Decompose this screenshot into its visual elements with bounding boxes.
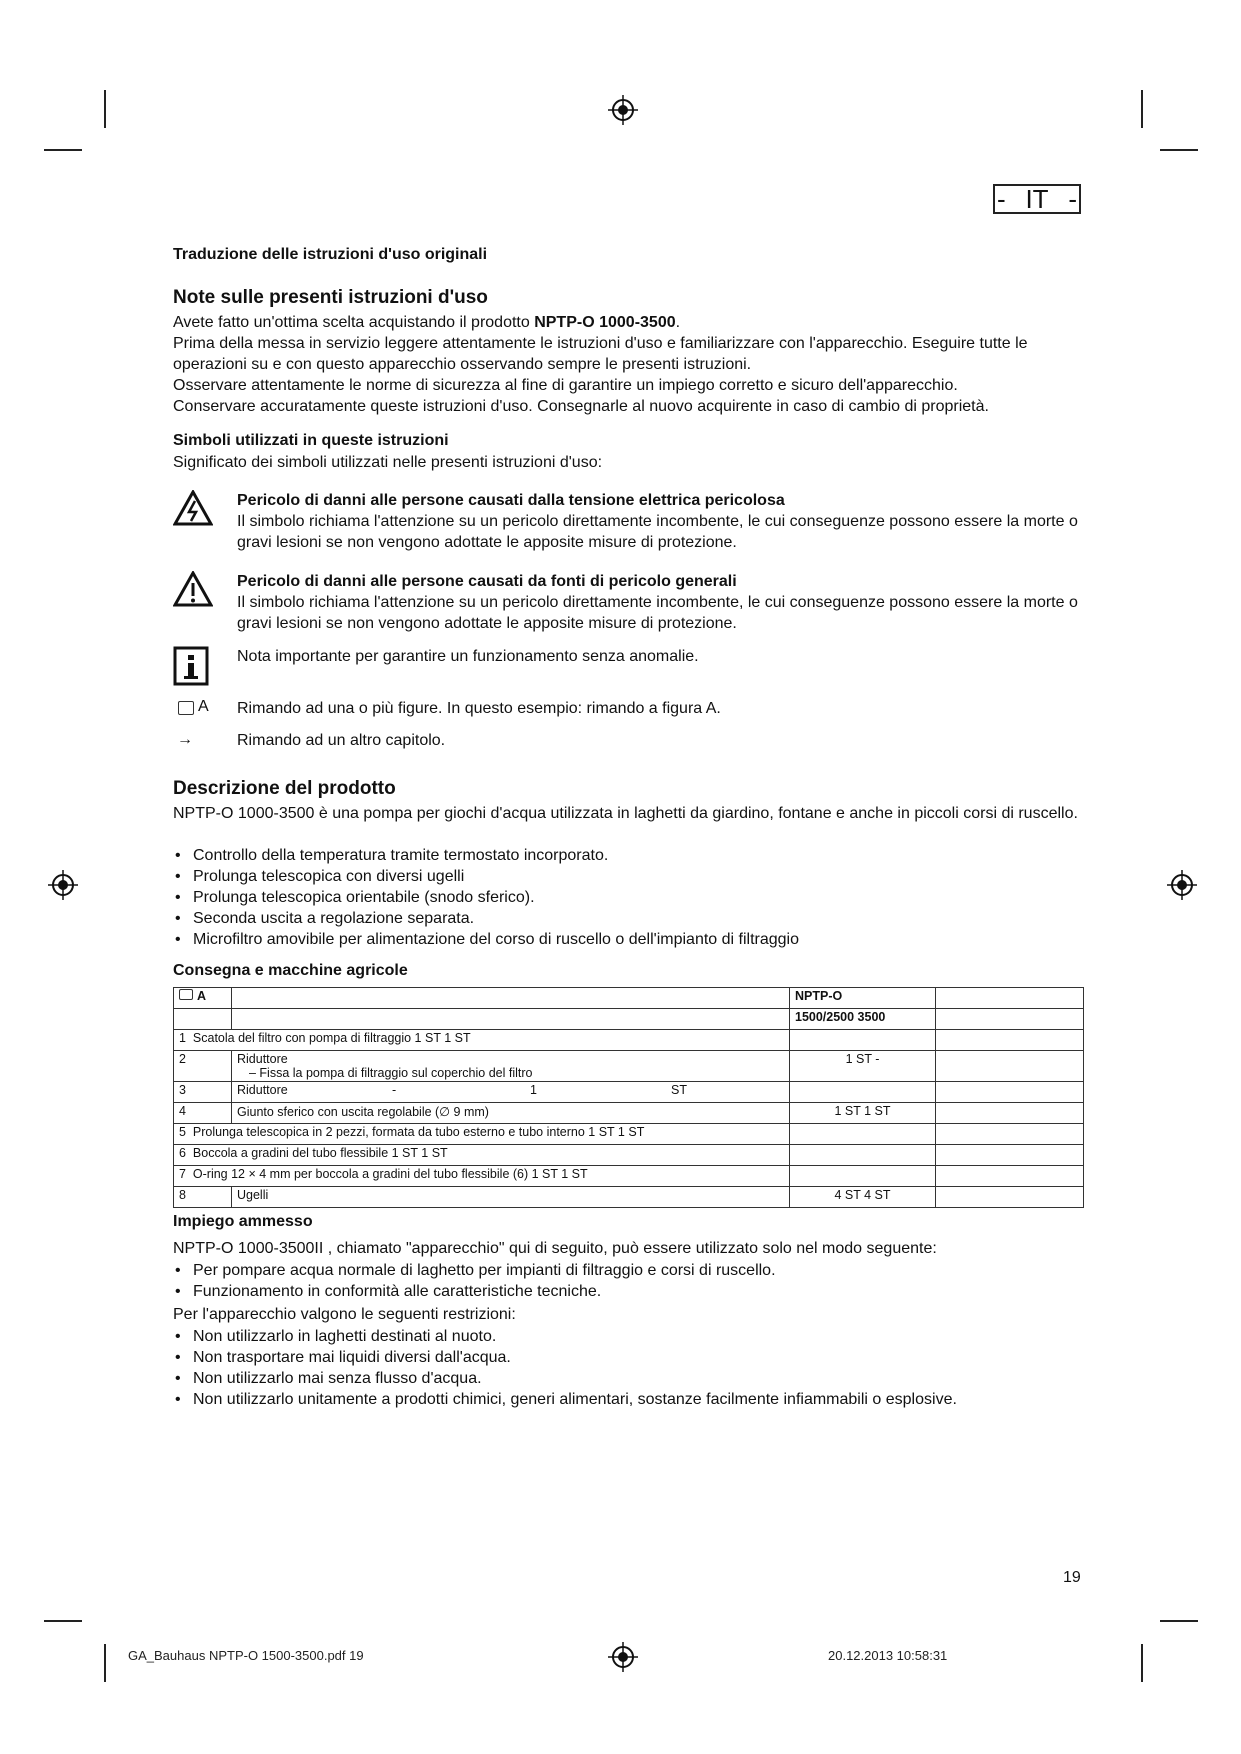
figure-reference-row — [173, 698, 1083, 720]
symbol-description: Nota importante per garantire un funzionamento senza anomalie. — [237, 648, 699, 665]
symbols-heading: Simboli utilizzati in queste istruzioni — [173, 432, 449, 449]
usage-restrictions-list — [173, 1326, 1083, 1410]
registration-mark-icon — [608, 1642, 638, 1672]
crop-mark — [44, 149, 82, 151]
page-number: 19 — [1063, 1569, 1081, 1586]
usage-heading: Impiego ammesso — [173, 1213, 313, 1230]
notes-heading: Note sulle presenti istruzioni d'uso — [173, 287, 488, 308]
registration-mark-icon — [48, 870, 78, 900]
crop-mark — [1160, 149, 1198, 151]
symbols-intro: Significato dei simboli utilizzati nelle presenti istruzioni d'uso: — [173, 454, 603, 471]
product-heading: Descrizione del prodotto — [173, 778, 396, 799]
table-header-model: NPTP-O — [790, 988, 936, 1009]
footer-timestamp: 20.12.2013 10:58:31 — [828, 1648, 948, 1663]
list-item: • Seconda uscita a regolazione separata. — [173, 908, 1083, 929]
info-icon — [173, 646, 209, 686]
table-row: 8 Ugelli 4 ST 4 ST — [174, 1187, 1084, 1208]
table-header-variants: 1500/2500 3500 — [790, 1009, 936, 1030]
table-header-row — [174, 1009, 1084, 1030]
product-intro: NPTP-O 1000-3500 è una pompa per giochi d'acqua utilizzata in laghetti da giardino, fontane e anche in piccoli corsi di ruscello. — [173, 805, 1078, 822]
usage-allowed-list — [173, 1260, 1083, 1302]
arrow-right-icon: → — [177, 731, 193, 748]
list-item: • Funzionamento in conformità alle caratteristiche tecniche. — [173, 1281, 1083, 1302]
notes-intro: Avete fatto un'ottima scelta acquistando il prodotto NPTP-O 1000-3500. — [173, 314, 681, 331]
crop-mark — [1141, 1644, 1143, 1682]
doc-subtitle: Traduzione delle istruzioni d'uso originali — [173, 246, 488, 263]
chapter-ref-text: Rimando ad un altro capitolo. — [237, 732, 446, 749]
table-row: 3 Riduttore - 1 ST — [174, 1082, 1084, 1103]
restrictions-intro: Per l'apparecchio valgono le seguenti restrizioni: — [173, 1306, 516, 1323]
list-item: • Controllo della temperatura tramite termostato incorporato. — [173, 845, 1083, 866]
delivery-heading: Consegna e macchine agricole — [173, 962, 408, 979]
figure-icon — [178, 701, 194, 715]
general-hazard-icon — [173, 571, 213, 607]
list-item: • Non utilizzarlo in laghetti destinati al nuoto. — [173, 1326, 1083, 1347]
symbol-description: Il simbolo richiama l'attenzione su un pericolo direttamente incombente, le cui conseguenze possono essere la morte o gravi lesioni se non vengono adottate le apposite misure di protezione. — [237, 594, 1078, 632]
symbol-item — [173, 571, 1083, 631]
symbol-description: Il simbolo richiama l'attenzione su un pericolo direttamente incombente, le cui conseguenze possono essere la morte o gravi lesioni se non vengono adottate le apposite misure di protezione. — [237, 513, 1078, 551]
table-row: 5 Prolunga telescopica in 2 pezzi, formata da tubo esterno e tubo interno 1 ST 1 ST — [174, 1124, 1084, 1145]
table-header-row — [174, 988, 1084, 1009]
crop-mark — [1141, 90, 1143, 128]
list-item: • Per pompare acqua normale di laghetto per impianti di filtraggio e corsi di ruscello. — [173, 1260, 1083, 1281]
list-item: • Microfiltro amovibile per alimentazione del corso di ruscello o dell'impianto di filtraggio — [173, 929, 1083, 950]
figure-icon — [179, 989, 193, 1000]
table-row: 1 Scatola del filtro con pompa di filtraggio 1 ST 1 ST — [174, 1030, 1084, 1051]
list-item: • Non utilizzarlo unitamente a prodotti chimici, generi alimentari, sostanze facilmente infiammabili o esplosive. — [173, 1389, 1083, 1410]
table-row: 6 Boccola a gradini del tubo flessibile 1 ST 1 ST — [174, 1145, 1084, 1166]
figure-ref-label: A — [198, 698, 209, 715]
footer-filename: GA_Bauhaus NPTP-O 1500-3500.pdf 19 — [128, 1648, 364, 1663]
symbol-title: Pericolo di danni alle persone causati dalla tensione elettrica pericolosa — [237, 492, 785, 509]
language-tag: - IT - — [993, 184, 1081, 214]
symbol-title: Pericolo di danni alle persone causati da fonti di pericolo generali — [237, 573, 737, 590]
notes-paragraph: Prima della messa in servizio leggere attentamente le istruzioni d'uso e familiarizzare con l'apparecchio. Eseguire tutte le operazioni su e con questo apparecchio osservando sempre le presenti istruzioni. — [173, 335, 1028, 373]
list-item: • Prolunga telescopica con diversi ugelli — [173, 866, 1083, 887]
crop-mark — [1160, 1620, 1198, 1622]
notes-paragraph: Conservare accuratamente queste istruzioni d'uso. Consegnarle al nuovo acquirente in caso di cambio di proprietà. — [173, 398, 989, 415]
crop-mark — [104, 1644, 106, 1682]
table-row: 2 Riduttore – Fissa la pompa di filtraggio sul coperchio del filtro 1 ST - — [174, 1051, 1084, 1082]
delivery-table — [173, 987, 1084, 1208]
list-item: • Non utilizzarlo mai senza flusso d'acqua. — [173, 1368, 1083, 1389]
symbol-item — [173, 490, 1083, 550]
table-header-label: A — [197, 989, 207, 1003]
electric-hazard-icon — [173, 490, 213, 526]
crop-mark — [104, 90, 106, 128]
chapter-reference-row — [173, 730, 1083, 752]
crop-mark — [44, 1620, 82, 1622]
table-row: 7 O-ring 12 × 4 mm per boccola a gradini del tubo flessibile (6) 1 ST 1 ST — [174, 1166, 1084, 1187]
usage-intro: NPTP-O 1000-3500II , chiamato "apparecchio" qui di seguito, può essere utilizzato solo nel modo seguente: — [173, 1240, 937, 1257]
notes-paragraph: Osservare attentamente le norme di sicurezza al fine di garantire un impiego corretto e sicuro dell'apparecchio. — [173, 377, 958, 394]
list-item: • Prolunga telescopica orientabile (snodo sferico). — [173, 887, 1083, 908]
symbol-item — [173, 646, 1083, 686]
table-row: 4 Giunto sferico con uscita regolabile (∅ 9 mm) 1 ST 1 ST — [174, 1103, 1084, 1124]
figure-ref-text: Rimando ad una o più figure. In questo esempio: rimando a figura A. — [237, 700, 721, 717]
registration-mark-icon — [1167, 870, 1197, 900]
registration-mark-icon — [608, 95, 638, 125]
list-item: • Non trasportare mai liquidi diversi dall'acqua. — [173, 1347, 1083, 1368]
product-feature-list — [173, 845, 1083, 950]
